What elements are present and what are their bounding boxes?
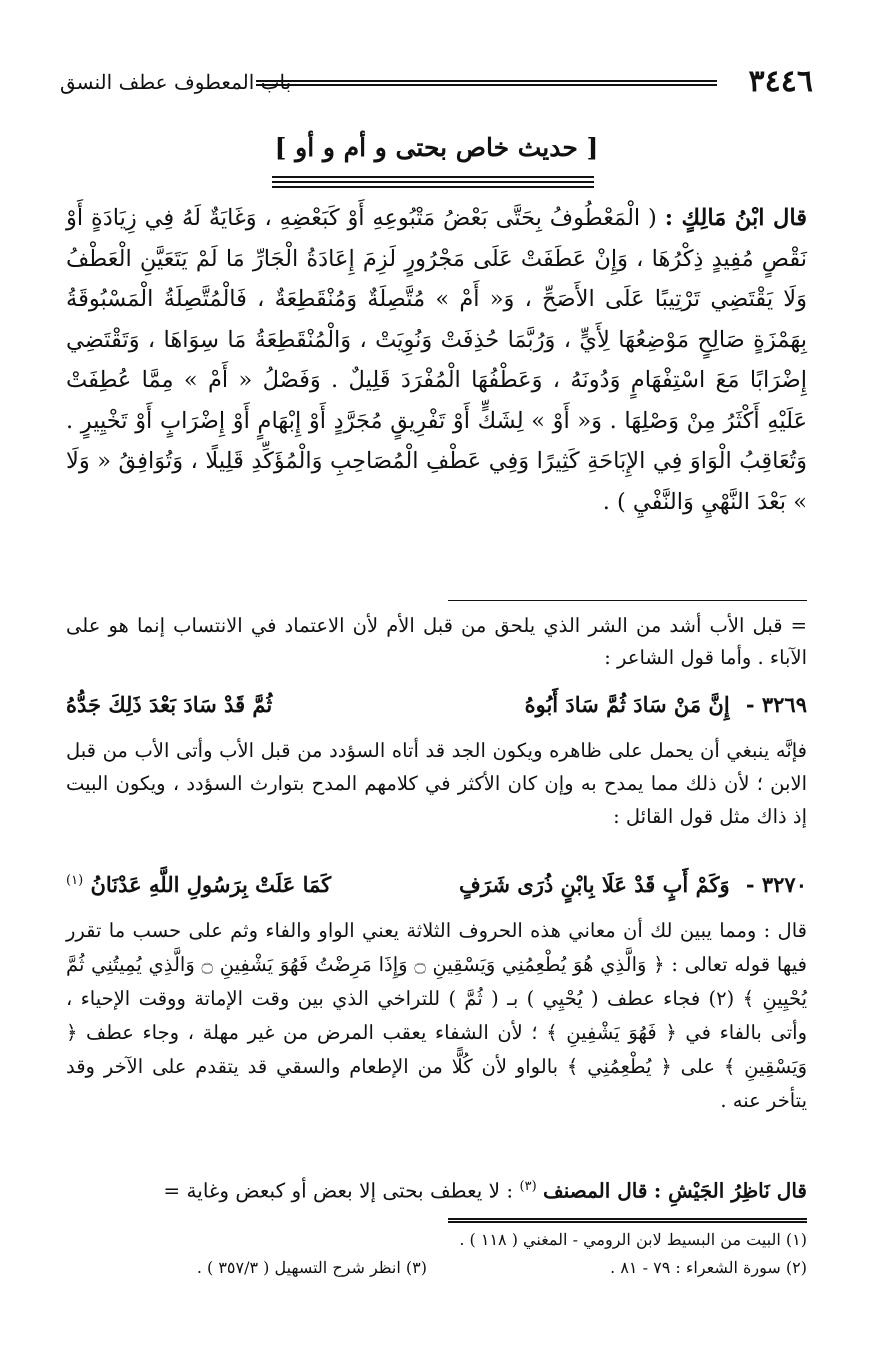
footnote-2-text: (٢) سورة الشعراء : ٧٩ - ٨١ . — [610, 1258, 807, 1277]
page-number: ٣٤٤٦ — [748, 64, 813, 99]
header-rule — [256, 80, 717, 86]
footnote-mark: (١) — [66, 873, 84, 888]
title-rule-1 — [272, 176, 594, 178]
verse-first-hemistich: إِنَّ مَنْ سَادَ ثُمَّ سَادَ أَبُوهُ — [524, 692, 730, 717]
text-separator — [448, 600, 807, 601]
verse-second-hemistich: ثُمَّ قَدْ سَادَ بَعْدَ ذَلِكَ جَدُّهُ — [66, 692, 273, 717]
verse-number: ٣٢٦٩ - — [745, 692, 807, 717]
verse-3270 — [66, 872, 807, 897]
commentary-paragraph-2: فإنَّه ينبغي أن يحمل على ظاهره ويكون الجد قد أتاه السؤدد من قبل الأب وأتى الأب من قبل الابن ؛ لأن ذلك مما يمدح به وإن كان الأكثر في كلامهم المدح بتوارث السؤدد ، ويكون البيت إذ ذاك مثل قول القائل : — [66, 739, 807, 828]
title-rule-2 — [272, 181, 594, 183]
footnote-3-text: (٣) انظر شرح التسهيل ( ٣٥٧/٣ ) . — [196, 1258, 427, 1277]
running-title: باب المعطوف عطف النسق — [60, 70, 292, 94]
verse-3269 — [66, 692, 807, 717]
author-label: قال المصنف — [543, 1178, 648, 1203]
commentary-paragraph-4 — [66, 1170, 807, 1208]
title-rule-3 — [272, 186, 594, 188]
footnote-mark: (٣) — [519, 1179, 537, 1194]
verse-number: ٣٢٧٠ - — [745, 872, 807, 897]
commentator-name: قال نَاظِرُ الجَيْشِ : — [653, 1178, 807, 1203]
commentary-paragraph-3: قال : ومما يبين لك أن معاني هذه الحروف الثلاثة يعني الواو والفاء وثم على حسب ما تقرر فيها قوله تعالى : ﴿ وَالَّذِي هُوَ يُطْعِمُنِي وَيَسْقِينِ ۝ وَإِذَا مَرِضْتُ فَهُوَ يَشْفِينِ ۝ وَالَّذِي يُمِيتُنِي ثُمَّ يُحْيِينِ ﴾ (٢) فجاء عطف ( يُحْيِي ) بـ ( ثُمَّ ) للتراخي الذي بين وقت الإماتة ووقت الإحياء ، وأتى بالفاء في ﴿ فَهُوَ يَشْفِينِ ﴾ ؛ لأن الشفاء يعقب المرض من غير مهلة ، وجاء عطف ﴿ وَيَسْقِينِ ﴾ على ﴿ يُطْعِمُنِي ﴾ بالواو لأن كُلًّا من الإطعام والسقي قد يتقدم على الآخر وقد يتأخر عنه . — [66, 919, 808, 1112]
main-text — [66, 198, 807, 522]
verse-first-hemistich: وَكَمْ أَبٍ قَدْ عَلَا بِابْنٍ ذُرَى شَرَفٍ — [459, 872, 730, 897]
main-speaker: قال ابْنُ مَالِكٍ : — [664, 205, 807, 231]
commentary-paragraph-1: = قبل الأب أشد من الشر الذي يلحق من قبل الأم لأن الاعتماد في الانتساب إنما هو على الآباء . وأما قول الشاعر : — [66, 614, 807, 669]
paragraph-4-text: : لا يعطف بحتى إلا بعض أو كبعض وغاية = — [163, 1178, 514, 1203]
footnote-rule — [448, 1218, 807, 1223]
verse-second-hemistich-text: كَمَا عَلَتْ بِرَسُولِ اللَّهِ عَدْنَانُ — [90, 872, 332, 897]
main-body: ( الْمَعْطُوفُ بِحَتَّى بَعْضُ مَتْبُوعِهِ أَوْ كَبَعْضِهِ ، وَغَايَةٌ لَهُ فِي زِيَادَةٍ أَوْ نَقْصٍ مُفِيدٍ ذِكْرُهَا ، وَإِنْ عَطَفَتْ عَلَى مَجْرُورٍ لَزِمَ إِعَادَةُ الْجَارِّ مَا لَمْ يَتَعَيَّنِ الْعَطْفُ وَلَا يَقْتَضِي تَرْتِيبًا عَلَى الأَصَحِّ ، وَ« أَمْ » مُتَّصِلَةٌ وَمُنْقَطِعَةٌ ، فَالْمُتَّصِلَةُ الْمَسْبُوقَةُ بِهَمْزَةٍ صَالِحٍ مَوْضِعُهَا لِأَيٍّ ، وَرُبَّمَا حُذِفَتْ وَنُوِيَتْ ، وَالْمُنْقَطِعَةُ مَا سِوَاهَا ، وَتَقْتَضِي إِضْرَابًا مَعَ اسْتِفْهَامٍ وَدُونَهُ ، وَعَطْفُهَا الْمُفْرَدَ قَلِيلٌ . وَفَصْلُ « أَمْ » مِمَّا عُطِفَتْ عَلَيْهِ أَكْثَرُ مِنْ وَصْلِهَا . وَ« أَوْ » لِشَكٍّ أَوْ تَفْرِيقٍ مُجَرَّدٍ أَوْ إِبْهَامٍ أَوْ إِضْرَابٍ أَوْ تَخْيِيرٍ . وَتُعَاقِبُ الْوَاوَ فِي الإِبَاحَةِ كَثِيرًا وَفِي عَطْفِ الْمُصَاحِبِ وَالْمُؤَكِّدِ قَلِيلًا ، وَتُوَافِقُ « وَلَا » بَعْدَ النَّهْيِ وَالنَّفْيِ ) . — [66, 205, 807, 515]
footnotes — [66, 1226, 807, 1282]
footnote-row-2 — [66, 1254, 807, 1282]
footnote-1-text: (١) البيت من البسيط لابن الرومي - المغني ( ١١٨ ) . — [459, 1230, 807, 1249]
footnote-1 — [66, 1226, 807, 1254]
page-header — [60, 62, 813, 102]
verse-second-hemistich — [66, 872, 331, 897]
section-title: [ حديث خاص بحتى و أم و أو ] — [274, 133, 599, 162]
